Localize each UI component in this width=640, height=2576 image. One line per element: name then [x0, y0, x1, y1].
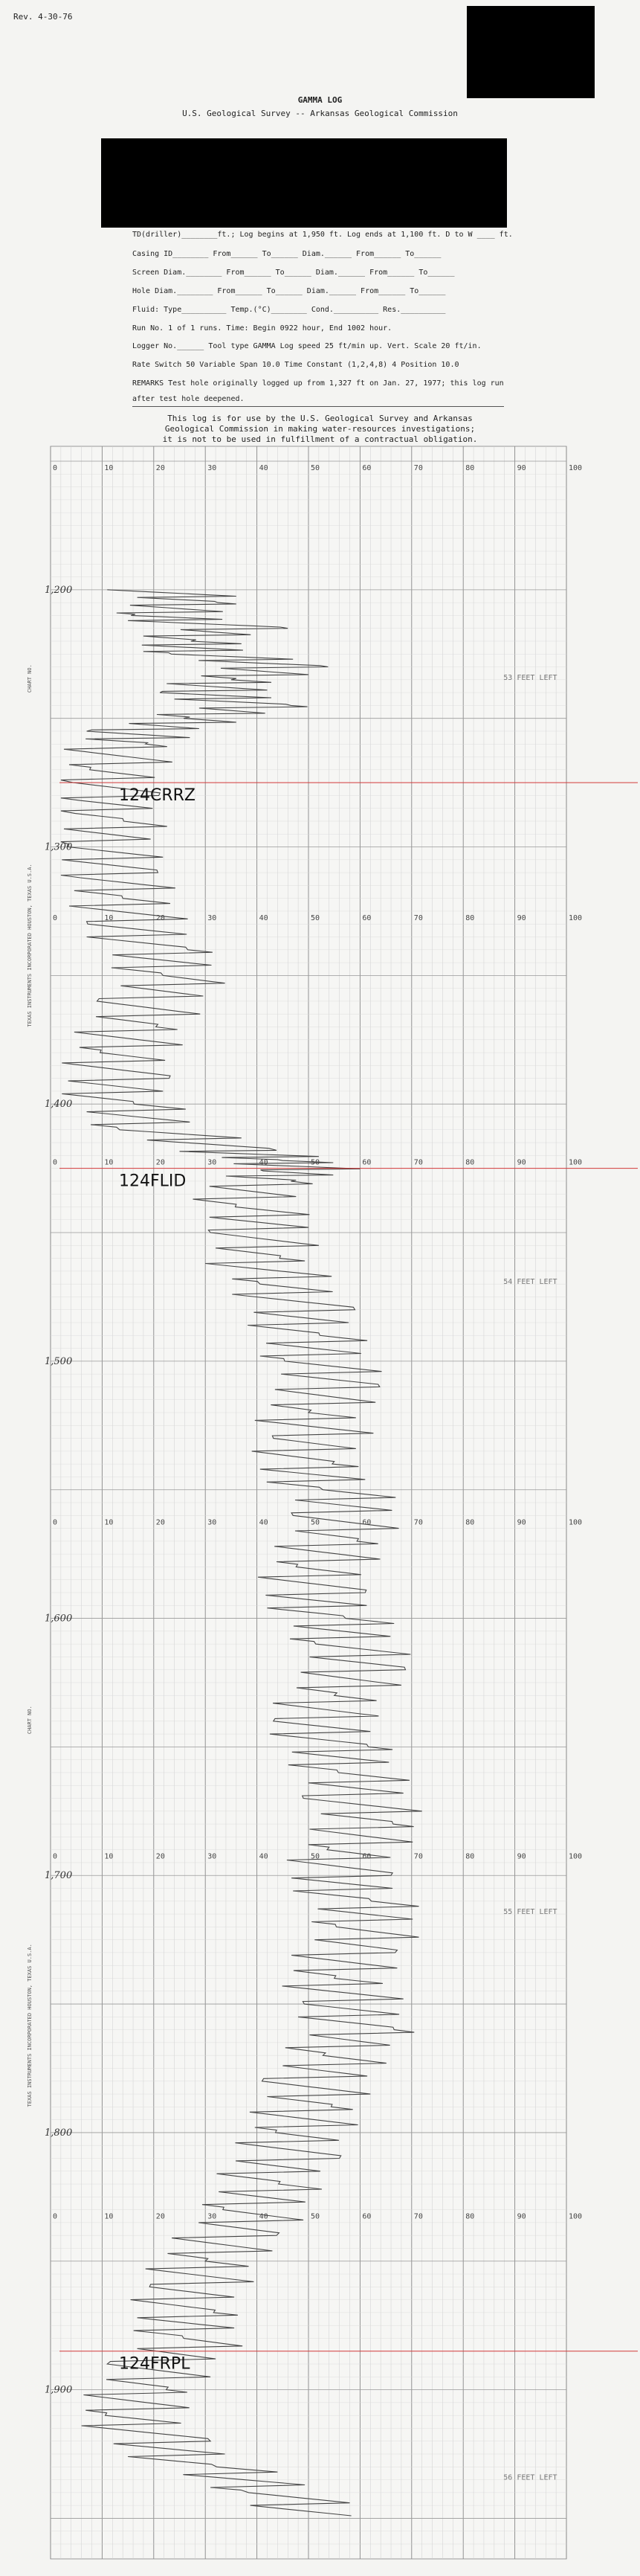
- depth-label: 1,600: [45, 1613, 73, 1625]
- agency-line: U.S. Geological Survey -- Arkansas Geological Commission: [182, 109, 458, 118]
- scale-label: 30: [207, 913, 217, 922]
- margin-chart-no-text: CHART NO.: [27, 1706, 33, 1735]
- scale-label: 80: [465, 1518, 475, 1527]
- scale-label: 10: [104, 2212, 114, 2221]
- header-row-4: Hole Diam.________ From______ To______ Diam.______ From______ To______: [132, 287, 446, 295]
- scale-label: 40: [259, 1852, 268, 1861]
- scale-label: 40: [259, 1518, 268, 1527]
- scale-label: 0: [53, 2212, 58, 2221]
- scale-label: 20: [155, 913, 165, 922]
- scale-label: 50: [311, 1518, 320, 1527]
- scale-label: 40: [259, 464, 268, 472]
- log-title: GAMMA LOG: [297, 95, 343, 105]
- scale-label: 10: [104, 464, 114, 472]
- scale-label: 100: [569, 913, 583, 922]
- header-row-6: Run No. 1 of 1 runs. Time: Begin 0922 hour, End 1002 hour.: [132, 324, 392, 333]
- scale-label: 30: [207, 1852, 217, 1861]
- margin-manufacturer-text: TEXAS INSTRUMENTS INCORPORATED HOUSTON, TEXAS U.S.A.: [27, 1944, 33, 2107]
- scale-label: 40: [259, 2212, 268, 2221]
- header-row-3: Screen Diam.________ From______ To______ Diam.______ From______ To______: [132, 269, 455, 277]
- side-note: 53 FEET LEFT: [503, 673, 557, 682]
- scale-label: 100: [569, 1852, 583, 1861]
- header-row-8: Rate Switch 50 Variable Span 10.0 Time Constant (1,2,4,8) 4 Position 10.0: [132, 361, 459, 369]
- scale-label: 0: [53, 464, 58, 472]
- scale-label: 80: [465, 1158, 475, 1167]
- scale-label: 50: [311, 464, 320, 472]
- header-row-9: REMARKS Test hole originally logged up from 1,327 ft on Jan. 27, 1977; this log run: [132, 379, 504, 388]
- side-note: 54 FEET LEFT: [503, 1278, 557, 1287]
- scale-label: 30: [207, 464, 217, 472]
- formation-marker-label: 124CRRZ: [119, 786, 195, 806]
- depth-label: 1,700: [45, 1870, 73, 1882]
- scale-label: 0: [53, 913, 58, 922]
- scale-label: 100: [569, 2212, 583, 2221]
- scale-label: 10: [104, 1158, 114, 1167]
- header-row-10: after test hole deepened.: [132, 395, 245, 403]
- scale-label: 30: [207, 1158, 217, 1167]
- scale-label: 50: [311, 913, 320, 922]
- scale-label: 0: [53, 1158, 58, 1167]
- scale-label: 60: [362, 2212, 372, 2221]
- scale-label: 100: [569, 1158, 583, 1167]
- scale-label: 10: [104, 1852, 114, 1861]
- scale-label: 60: [362, 1158, 372, 1167]
- depth-label: 1,200: [45, 584, 73, 596]
- scale-label: 30: [207, 2212, 217, 2221]
- depth-label: 1,500: [45, 1355, 73, 1367]
- scale-label: 50: [311, 1158, 320, 1167]
- formation-marker-label: 124FLID: [119, 1172, 187, 1191]
- scale-label: 70: [413, 913, 423, 922]
- gamma-log-chart: [0, 439, 640, 2576]
- notice-line-1: This log is for use by the U.S. Geological Survey and Arkansas: [167, 414, 473, 423]
- scale-label: 20: [155, 464, 165, 472]
- scale-label: 90: [517, 2212, 526, 2221]
- margin-manufacturer-text: TEXAS INSTRUMENTS INCORPORATED HOUSTON, TEXAS U.S.A.: [27, 864, 33, 1027]
- scale-label: 60: [362, 913, 372, 922]
- scale-label: 90: [517, 1852, 526, 1861]
- redaction-block-header: [101, 138, 507, 228]
- scale-label: 50: [311, 1852, 320, 1861]
- formation-marker-label: 124FRPL: [119, 2354, 190, 2374]
- scale-label: 70: [413, 1852, 423, 1861]
- scale-label: 0: [53, 1518, 58, 1527]
- scale-label: 90: [517, 1518, 526, 1527]
- scale-label: 90: [517, 1158, 526, 1167]
- scale-label: 10: [104, 1518, 114, 1527]
- scale-label: 50: [311, 2212, 320, 2221]
- scale-label: 10: [104, 913, 114, 922]
- scale-label: 30: [207, 1518, 217, 1527]
- depth-label: 1,300: [45, 841, 73, 853]
- scale-label: 80: [465, 1852, 475, 1861]
- redaction-block-top-right: [467, 6, 595, 98]
- header-row-2: Casing ID________ From______ To______ Diam.______ From______ To______: [132, 250, 442, 258]
- scale-label: 20: [155, 1852, 165, 1861]
- scale-label: 80: [465, 464, 475, 472]
- scale-label: 70: [413, 1158, 423, 1167]
- scale-label: 100: [569, 464, 583, 472]
- scale-label: 90: [517, 913, 526, 922]
- header-row-5: Fluid: Type__________ Temp.(°C)________ Cond.__________ Res.__________: [132, 306, 446, 314]
- scale-label: 80: [465, 2212, 475, 2221]
- side-note: 55 FEET LEFT: [503, 1908, 557, 1917]
- notice-line-2: Geological Commission in making water-resources investigations;: [164, 424, 476, 434]
- scale-label: 20: [155, 1518, 165, 1527]
- scale-label: 90: [517, 464, 526, 472]
- notice-line-3: it is not to be used in fulfillment of a contractual obligation.: [162, 434, 478, 444]
- scale-label: 70: [413, 2212, 423, 2221]
- side-note: 56 FEET LEFT: [503, 2473, 557, 2482]
- header-row-1: TD(driller)________ft.; Log begins at 1,950 ft. Log ends at 1,100 ft. D to W ____ ft.: [132, 231, 513, 239]
- depth-label: 1,800: [45, 2127, 73, 2139]
- scale-label: 40: [259, 913, 268, 922]
- scale-label: 60: [362, 464, 372, 472]
- scale-label: 70: [413, 1518, 423, 1527]
- scale-label: 20: [155, 1158, 165, 1167]
- scale-label: 40: [259, 1158, 268, 1167]
- revision-label: Rev. 4-30-76: [13, 12, 73, 22]
- margin-chart-no-text: CHART NO.: [27, 664, 33, 693]
- depth-label: 1,900: [45, 2384, 73, 2396]
- remarks-underline: [132, 406, 504, 407]
- depth-label: 1,400: [45, 1099, 73, 1111]
- scale-label: 70: [413, 464, 423, 472]
- header-row-7: Logger No.______ Tool type GAMMA Log speed 25 ft/min up. Vert. Scale 20 ft/in.: [132, 342, 482, 350]
- scale-label: 100: [569, 1518, 583, 1527]
- scale-label: 60: [362, 1518, 372, 1527]
- scale-label: 80: [465, 913, 475, 922]
- scale-label: 0: [53, 1852, 58, 1861]
- scale-label: 20: [155, 2212, 165, 2221]
- scale-label: 60: [362, 1852, 372, 1861]
